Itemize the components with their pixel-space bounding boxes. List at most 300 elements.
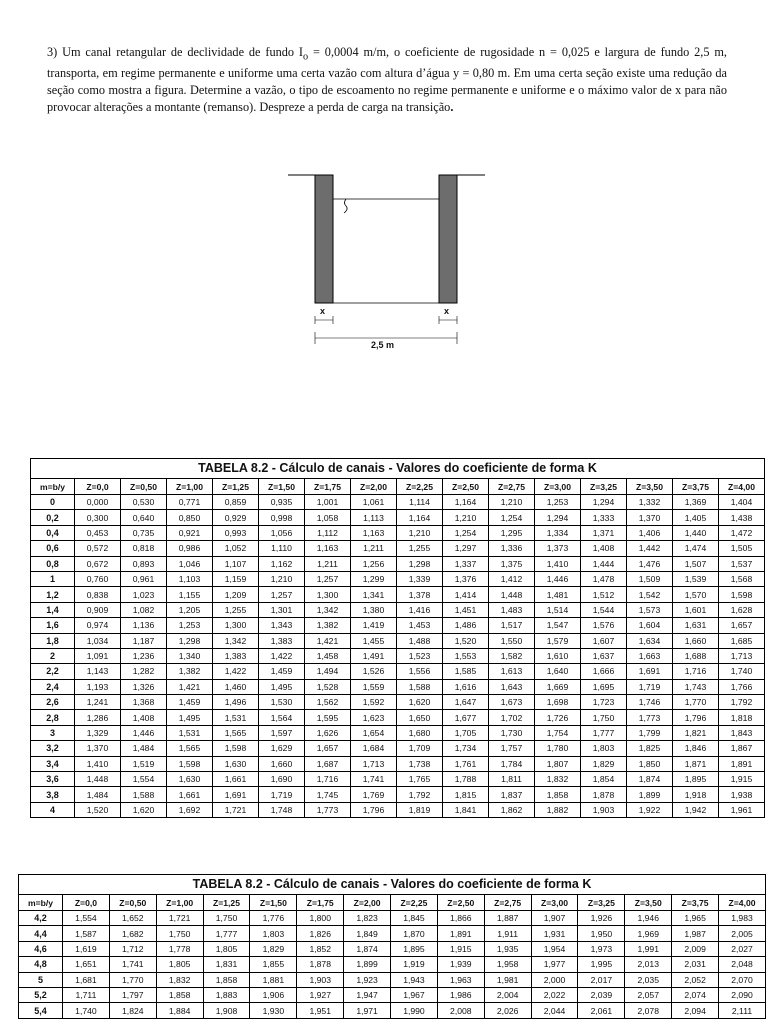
value-cell: 1,034 [75,633,121,648]
value-cell: 1,343 [259,618,305,633]
value-cell: 1,052 [213,541,259,556]
value-cell: 1,341 [351,587,397,602]
value-cell: 1,337 [443,556,489,571]
value-cell: 2,039 [578,987,625,1002]
value-cell: 1,858 [156,987,203,1002]
value-cell: 1,796 [673,710,719,725]
value-cell: 1,383 [213,648,259,663]
value-cell: 1,891 [719,756,765,771]
value-cell: 1,298 [167,633,213,648]
value-cell: 1,977 [531,957,578,972]
value-cell: 1,950 [578,926,625,941]
value-cell: 1,792 [397,787,443,802]
value-cell: 1,826 [297,926,344,941]
value-cell: 1,669 [535,679,581,694]
column-header: Z=0,0 [63,895,110,911]
value-cell: 1,691 [213,787,259,802]
value-cell: 1,987 [672,926,719,941]
value-cell: 1,969 [625,926,672,941]
value-cell: 0,993 [213,525,259,540]
value-cell: 1,829 [581,756,627,771]
column-header: Z=0,50 [121,479,167,495]
value-cell: 1,412 [489,571,535,586]
width-label: 2,5 m [371,340,395,350]
value-cell: 1,406 [627,525,673,540]
value-cell: 1,899 [627,787,673,802]
value-cell: 1,491 [351,648,397,663]
section-break-mark [344,199,347,213]
value-cell: 1,841 [443,802,489,817]
value-cell: 1,745 [305,787,351,802]
value-cell: 1,620 [121,802,167,817]
value-cell: 1,776 [250,911,297,926]
value-cell: 1,723 [581,695,627,710]
value-cell: 0,300 [75,510,121,525]
table-row [31,695,765,710]
value-cell: 1,803 [581,741,627,756]
value-cell: 2,008 [437,1003,484,1018]
value-cell: 1,539 [673,571,719,586]
value-cell: 1,878 [581,787,627,802]
value-cell: 1,607 [581,633,627,648]
value-cell: 1,990 [391,1003,438,1018]
value-cell: 2,027 [719,941,766,956]
value-cell: 1,823 [344,911,391,926]
row-label-cell: 0,4 [31,525,75,540]
value-cell: 1,295 [489,525,535,540]
value-cell: 0,935 [259,495,305,510]
value-cell: 1,340 [167,648,213,663]
value-cell: 1,459 [259,664,305,679]
value-cell: 1,082 [121,602,167,617]
value-cell: 1,542 [627,587,673,602]
value-cell: 1,702 [489,710,535,725]
value-cell: 1,971 [344,1003,391,1018]
value-cell: 1,496 [213,695,259,710]
value-cell: 1,486 [443,618,489,633]
value-cell: 1,588 [121,787,167,802]
value-cell: 1,061 [351,495,397,510]
value-cell: 1,382 [305,618,351,633]
value-cell: 1,565 [167,741,213,756]
table-row [19,972,766,987]
value-cell: 1,209 [213,587,259,602]
value-cell: 1,369 [673,495,719,510]
column-header: Z=1,50 [259,479,305,495]
value-cell: 1,858 [203,972,250,987]
value-cell: 1,832 [156,972,203,987]
value-cell: 1,862 [489,802,535,817]
value-cell: 0,818 [121,541,167,556]
value-cell: 1,446 [535,571,581,586]
value-cell: 1,939 [437,957,484,972]
value-cell: 1,748 [259,802,305,817]
value-cell: 1,780 [535,741,581,756]
column-header: Z=1,25 [203,895,250,911]
value-cell: 2,022 [531,987,578,1002]
value-cell: 1,852 [297,941,344,956]
row-label-cell: 0,6 [31,541,75,556]
column-header: Z=3,25 [578,895,625,911]
row-label-cell: 2,6 [31,695,75,710]
value-cell: 1,803 [250,926,297,941]
value-cell: 1,544 [581,602,627,617]
value-cell: 1,680 [397,725,443,740]
column-header: m=b/y [31,479,75,495]
column-header: Z=2,75 [484,895,531,911]
column-header: Z=2,00 [351,479,397,495]
value-cell: 1,716 [305,772,351,787]
value-cell: 1,410 [75,756,121,771]
value-cell: 1,520 [443,633,489,648]
value-cell: 1,531 [213,710,259,725]
problem-text-2: = 0,0004 m/m, o coeficiente de rugosidade n = 0,025 e largura de fundo 2,5 m, transporta, em regime permanente e uniforme uma certa vazão com altura d’água y = 0,80 m. Em uma certa seção existe uma redução da seção como mostra a figura. Determine a vazão, o tipo de escoamento no regime permanente e uniforme e o máximo valor de x para não provocar alterações a montante (remanso). Despreze a perda de carga na transição [47,45,727,115]
value-cell: 1,588 [397,679,443,694]
value-cell: 1,951 [297,1003,344,1018]
value-cell: 1,855 [250,957,297,972]
value-cell: 1,056 [259,525,305,540]
value-cell: 1,695 [581,679,627,694]
value-cell: 1,329 [75,725,121,740]
value-cell: 1,257 [259,587,305,602]
table-row [31,602,765,617]
value-cell: 1,845 [391,911,438,926]
value-cell: 1,494 [305,664,351,679]
value-cell: 1,923 [344,972,391,987]
value-cell: 1,370 [627,510,673,525]
column-header: Z=3,50 [625,895,672,911]
value-cell: 1,620 [397,695,443,710]
value-cell: 1,520 [75,802,121,817]
value-cell: 2,074 [672,987,719,1002]
value-cell: 0,735 [121,525,167,540]
column-header: Z=1,00 [156,895,203,911]
value-cell: 1,299 [351,571,397,586]
value-cell: 1,110 [259,541,305,556]
value-cell: 1,986 [437,987,484,1002]
value-cell: 2,061 [578,1003,625,1018]
value-cell: 2,044 [531,1003,578,1018]
value-cell: 1,660 [259,756,305,771]
value-cell: 1,899 [344,957,391,972]
value-cell: 1,211 [351,541,397,556]
table-row [31,772,765,787]
row-label-cell: 4 [31,802,75,817]
value-cell: 1,769 [351,787,397,802]
value-cell: 1,919 [391,957,438,972]
value-cell: 1,691 [627,664,673,679]
value-cell: 1,685 [719,633,765,648]
value-cell: 0,771 [167,495,213,510]
value-cell: 1,476 [627,556,673,571]
column-header: Z=3,50 [627,479,673,495]
value-cell: 1,416 [397,602,443,617]
value-cell: 1,630 [213,756,259,771]
value-cell: 1,807 [535,756,581,771]
value-cell: 1,647 [443,695,489,710]
table-row [31,541,765,556]
value-cell: 1,509 [627,571,673,586]
value-cell: 2,009 [672,941,719,956]
value-cell: 1,440 [673,525,719,540]
row-label-cell: 4,4 [19,926,63,941]
value-cell: 1,382 [167,664,213,679]
value-cell: 1,711 [63,987,110,1002]
value-cell: 1,991 [625,941,672,956]
left-wall [315,175,333,303]
value-cell: 1,652 [109,911,156,926]
value-cell: 1,568 [719,571,765,586]
value-cell: 2,090 [719,987,766,1002]
value-cell: 1,368 [121,695,167,710]
value-cell: 2,026 [484,1003,531,1018]
value-cell: 1,163 [305,541,351,556]
value-cell: 1,058 [305,510,351,525]
column-header: Z=0,50 [109,895,156,911]
value-cell: 0,453 [75,525,121,540]
value-cell: 1,757 [489,741,535,756]
value-cell: 1,404 [719,495,765,510]
row-label-cell: 2,4 [31,679,75,694]
value-cell: 1,114 [397,495,443,510]
value-cell: 1,616 [443,679,489,694]
value-cell: 1,422 [259,648,305,663]
column-header: Z=2,50 [437,895,484,911]
value-cell: 1,628 [719,602,765,617]
value-cell: 1,375 [489,556,535,571]
value-cell: 1,414 [443,587,489,602]
value-cell: 1,495 [259,679,305,694]
value-cell: 1,741 [109,957,156,972]
value-cell: 1,342 [305,602,351,617]
value-cell: 1,640 [535,664,581,679]
value-cell: 1,553 [443,648,489,663]
value-cell: 1,598 [719,587,765,602]
value-cell: 1,651 [63,957,110,972]
value-cell: 1,927 [297,987,344,1002]
table-row [31,556,765,571]
problem-end: . [450,100,454,115]
value-cell: 1,187 [121,633,167,648]
table-row [19,1003,766,1018]
value-cell: 1,598 [213,741,259,756]
value-cell: 1,705 [443,725,489,740]
value-cell: 1,797 [109,987,156,1002]
value-cell: 1,716 [673,664,719,679]
value-cell: 1,881 [250,972,297,987]
value-cell: 1,773 [627,710,673,725]
value-cell: 0,760 [75,571,121,586]
value-cell: 1,831 [203,957,250,972]
value-cell: 1,690 [259,772,305,787]
value-cell: 1,754 [535,725,581,740]
value-cell: 1,915 [437,941,484,956]
value-cell: 1,484 [121,741,167,756]
value-cell: 1,442 [627,541,673,556]
value-cell: 1,162 [259,556,305,571]
value-cell: 1,643 [489,679,535,694]
value-cell: 1,517 [489,618,535,633]
value-cell: 0,893 [121,556,167,571]
value-cell: 1,505 [719,541,765,556]
value-cell: 1,254 [443,525,489,540]
value-cell: 1,282 [121,664,167,679]
column-header: Z=3,75 [672,895,719,911]
value-cell: 0,859 [213,495,259,510]
value-cell: 1,301 [259,602,305,617]
value-cell: 2,057 [625,987,672,1002]
column-header: Z=1,50 [250,895,297,911]
value-cell: 1,911 [484,926,531,941]
value-cell: 1,562 [305,695,351,710]
value-cell: 1,488 [397,633,443,648]
value-cell: 1,922 [627,802,673,817]
value-cell: 1,958 [484,957,531,972]
value-cell: 1,373 [535,541,581,556]
value-cell: 1,743 [673,679,719,694]
value-cell: 1,721 [213,802,259,817]
value-cell: 1,938 [719,787,765,802]
row-label-cell: 1,4 [31,602,75,617]
value-cell: 1,113 [351,510,397,525]
row-label-cell: 1,2 [31,587,75,602]
value-cell: 1,942 [673,802,719,817]
value-cell: 1,825 [627,741,673,756]
value-cell: 1,573 [627,602,673,617]
value-cell: 1,874 [344,941,391,956]
value-cell: 1,931 [531,926,578,941]
value-cell: 2,111 [719,1003,766,1018]
value-cell: 0,838 [75,587,121,602]
value-cell: 1,554 [121,772,167,787]
table-row [31,633,765,648]
table-row [19,987,766,1002]
value-cell: 1,740 [719,664,765,679]
value-cell: 1,903 [297,972,344,987]
value-cell: 1,709 [397,741,443,756]
value-cell: 1,954 [531,941,578,956]
table-row [31,510,765,525]
value-cell: 1,846 [673,741,719,756]
column-header: Z=1,00 [167,479,213,495]
value-cell: 1,112 [305,525,351,540]
value-cell: 1,421 [167,679,213,694]
value-cell: 1,983 [719,911,766,926]
row-label-cell: 1,8 [31,633,75,648]
value-cell: 1,967 [391,987,438,1002]
table-grid [30,478,765,818]
value-cell: 1,995 [578,957,625,972]
value-cell: 1,943 [391,972,438,987]
column-header: Z=4,00 [719,895,766,911]
value-cell: 1,660 [673,633,719,648]
table-row [31,787,765,802]
value-cell: 1,882 [535,802,581,817]
value-cell: 1,193 [75,679,121,694]
value-cell: 1,380 [351,602,397,617]
value-cell: 1,796 [351,802,397,817]
row-label-cell: 3 [31,725,75,740]
value-cell: 1,687 [305,756,351,771]
value-cell: 1,559 [351,679,397,694]
table-row [31,618,765,633]
value-cell: 1,915 [719,772,765,787]
value-cell: 1,666 [581,664,627,679]
value-cell: 1,610 [535,648,581,663]
value-cell: 1,741 [351,772,397,787]
value-cell: 2,078 [625,1003,672,1018]
value-cell: 1,481 [535,587,581,602]
value-cell: 1,663 [627,648,673,663]
value-cell: 1,815 [443,787,489,802]
value-cell: 1,777 [581,725,627,740]
value-cell: 0,530 [121,495,167,510]
value-cell: 1,750 [581,710,627,725]
value-cell: 1,419 [351,618,397,633]
value-cell: 1,136 [121,618,167,633]
value-cell: 1,241 [75,695,121,710]
value-cell: 1,478 [581,571,627,586]
channel-figure [285,168,495,358]
value-cell: 2,005 [719,926,766,941]
row-label-cell: 3,8 [31,787,75,802]
value-cell: 1,750 [156,926,203,941]
value-cell: 1,712 [109,941,156,956]
value-cell: 1,300 [213,618,259,633]
row-label-cell: 5 [19,972,63,987]
value-cell: 1,784 [489,756,535,771]
value-cell: 1,629 [259,741,305,756]
row-label-cell: 1,6 [31,618,75,633]
value-cell: 1,512 [581,587,627,602]
value-cell: 1,378 [397,587,443,602]
value-cell: 1,657 [719,618,765,633]
value-cell: 0,961 [121,571,167,586]
column-header: Z=1,75 [305,479,351,495]
row-label-cell: 3,6 [31,772,75,787]
value-cell: 1,887 [484,911,531,926]
value-cell: 1,883 [203,987,250,1002]
table-row [31,756,765,771]
value-cell: 1,730 [489,725,535,740]
value-cell: 1,297 [443,541,489,556]
value-cell: 1,650 [397,710,443,725]
value-cell: 1,334 [535,525,581,540]
value-cell: 1,963 [437,972,484,987]
value-cell: 1,854 [581,772,627,787]
value-cell: 1,601 [673,602,719,617]
value-cell: 1,592 [351,695,397,710]
value-cell: 1,805 [156,957,203,972]
value-cell: 1,824 [109,1003,156,1018]
value-cell: 1,507 [673,556,719,571]
value-cell: 1,448 [75,772,121,787]
column-header: Z=3,00 [535,479,581,495]
row-label-cell: 2 [31,648,75,663]
value-cell: 1,550 [489,633,535,648]
value-cell: 1,143 [75,664,121,679]
value-cell: 1,530 [259,695,305,710]
value-cell: 1,597 [259,725,305,740]
table-k-coefficients-1 [30,458,765,818]
value-cell: 0,640 [121,510,167,525]
value-cell: 1,253 [535,495,581,510]
value-cell: 1,623 [351,710,397,725]
table-row [31,741,765,756]
value-cell: 1,677 [443,710,489,725]
table-row [19,941,766,956]
value-cell: 1,821 [673,725,719,740]
